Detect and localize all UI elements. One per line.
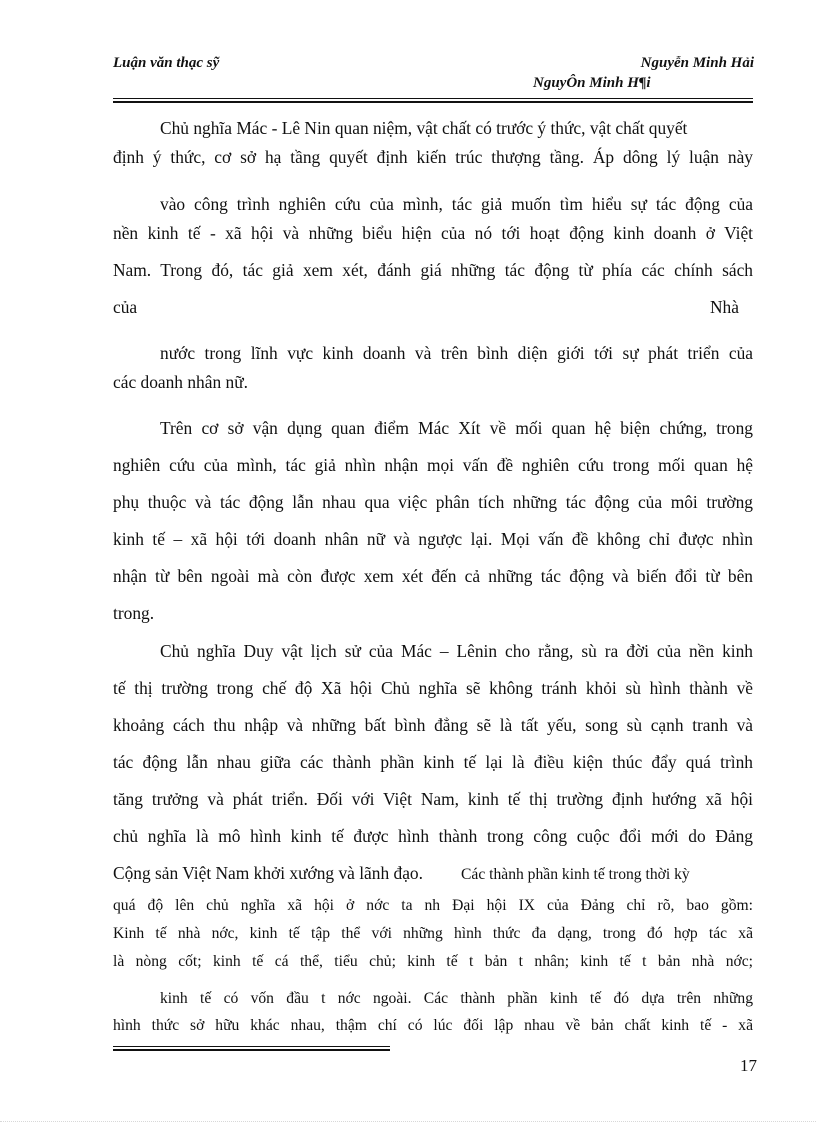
text-line: Nam. Trong đó, tác giả xem xét, đánh giá những tác động từ phía các chính sách bbox=[113, 260, 753, 280]
text-line: nghiên cứu của mình, tác giả nhìn nhận mọi vấn đề nghiên cứu trong mối quan hệ bbox=[113, 455, 753, 475]
header-rule-bottom bbox=[113, 101, 753, 103]
text-line: Chủ nghĩa Duy vật lịch sử của Mác – Lênin cho rằng, sù ra đời của nền kinh bbox=[160, 641, 753, 661]
text-line: chủ nghĩa là mô hình kinh tế được hình thành trong công cuộc đổi mới do Đảng bbox=[113, 826, 753, 846]
text-line: các doanh nhân nữ. bbox=[113, 372, 248, 392]
header-right: Nguyễn Minh Hải bbox=[640, 55, 754, 71]
text-line: nước trong lĩnh vực kinh doanh và trên bình diện giới tới sự phát triển của bbox=[160, 343, 753, 363]
text-line: của bbox=[113, 297, 138, 317]
text-line: định ý thức, cơ sở hạ tầng quyết định kiến trúc thượng tầng. Áp dông lý luận này bbox=[113, 147, 753, 167]
text-line: tăng trưởng và phát triển. Đối với Việt Nam, kinh tế thị trường định hướng xã hội bbox=[113, 789, 753, 809]
text-line: Trên cơ sở vận dụng quan điểm Mác Xít về mối quan hệ biện chứng, trong bbox=[160, 418, 753, 438]
header-rule-top bbox=[113, 98, 753, 99]
text-line: là nòng cốt; kinh tế cá thể, tiểu chủ; kinh tế t bản t nhân; kinh tế t bản nhà nớc; bbox=[113, 953, 753, 970]
text-line: Chủ nghĩa Mác - Lê Nin quan niệm, vật chất có trước ý thức, vật chất quyết bbox=[160, 118, 688, 138]
page-bottom-divider bbox=[0, 1121, 816, 1122]
text-line: kinh tế có vốn đầu t nớc ngoài. Các thành phần kinh tế đó dựa trên những bbox=[160, 990, 753, 1007]
text-line: trong. bbox=[113, 603, 155, 623]
text-line: khoảng cách thu nhập và những bất bình đẳng sẽ là tất yếu, song sù cạnh tranh và bbox=[113, 715, 753, 735]
page-number: 17 bbox=[740, 1056, 757, 1075]
text-line: nhận từ bên ngoài mà còn được xem xét đến cả những tác động và biến đổi từ bên bbox=[113, 566, 753, 586]
footnote-rule-bottom bbox=[113, 1049, 390, 1051]
text-line: Nhà bbox=[710, 297, 739, 317]
text-line: phụ thuộc và tác động lẫn nhau qua việc phân tích những tác động của môi trường bbox=[113, 492, 753, 512]
text-line: Kinh tế nhà nớc, kinh tế tập thể với những hình thức đa dạng, trong đó hợp tác xã bbox=[113, 925, 753, 942]
header-left: Luận văn thạc sỹ bbox=[113, 55, 220, 71]
text-line: kinh tế – xã hội tới doanh nhân nữ và ngược lại. Mọi vấn đề không chỉ được nhìn bbox=[113, 529, 753, 549]
text-line: quá độ lên chủ nghĩa xã hội ở nớc ta nh Đại hội IX của Đảng chỉ rõ, bao gồm: bbox=[113, 897, 753, 914]
text-line: hình thức sở hữu khác nhau, thậm chí có lúc đối lập nhau về bản chất kinh tế - xã bbox=[113, 1017, 753, 1034]
footnote-rule-top bbox=[113, 1046, 390, 1047]
text-line: Các thành phần kinh tế trong thời kỳ bbox=[461, 866, 690, 883]
text-line: Cộng sản Việt Nam khởi xướng và lãnh đạo. bbox=[113, 863, 423, 883]
text-line: vào công trình nghiên cứu của mình, tác giả muốn tìm hiểu sự tác động của bbox=[160, 194, 753, 214]
text-line: tế thị trường trong chế độ Xã hội Chủ nghĩa sẽ không tránh khỏi sù hình thành về bbox=[113, 678, 753, 698]
header-right-garbled: NguyÔn Minh H¶i bbox=[533, 75, 651, 91]
text-line: tác động lẫn nhau giữa các thành phần kinh tế lại là điều kiện thúc đẩy quá trình bbox=[113, 752, 753, 772]
text-line: nền kinh tế - xã hội và những biểu hiện của nó tới hoạt động kinh doanh ở Việt bbox=[113, 223, 753, 243]
